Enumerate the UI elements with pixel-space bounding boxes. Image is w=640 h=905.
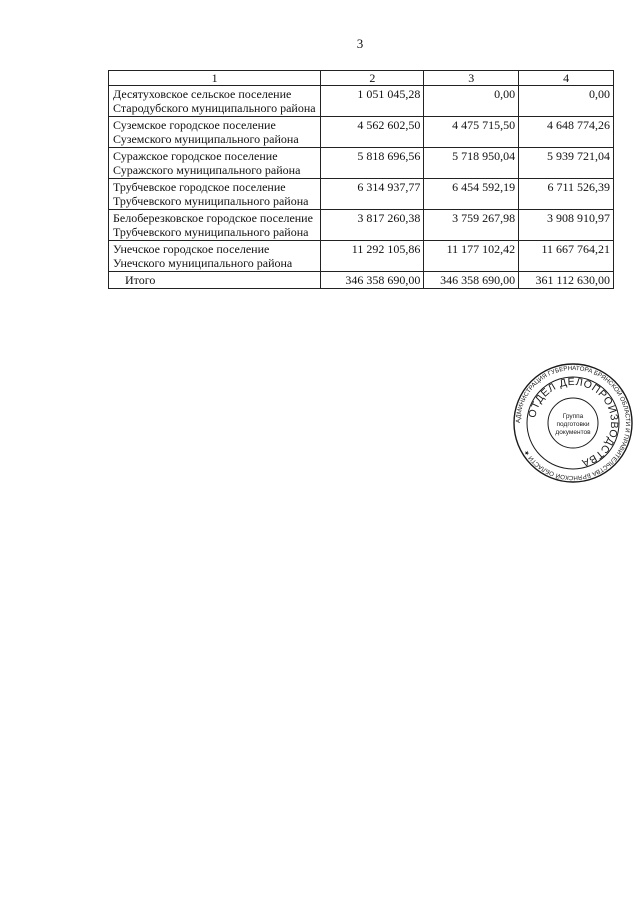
value-col-2: 6 314 937,77 <box>321 179 424 210</box>
table-header-row <box>109 71 614 86</box>
value-col-4: 11 667 764,21 <box>519 241 614 272</box>
table-row <box>109 179 614 210</box>
value-col-2: 3 817 260,38 <box>321 210 424 241</box>
value-col-3: 4 475 715,50 <box>424 117 519 148</box>
settlement-name: Суземское городское поселение Суземского муниципального района <box>109 117 321 148</box>
value-col-2: 4 562 602,50 <box>321 117 424 148</box>
value-col-4: 6 711 526,39 <box>519 179 614 210</box>
stamp-center-text-line1: Группа <box>562 413 584 420</box>
table-row <box>109 210 614 241</box>
stamp-outer-text: АДМИНИСТРАЦИЯ ГУБЕРНАТОРА БРЯНСКОЙ ОБЛАСТИ И ПРАВИТЕЛЬСТВА БРЯНСКОЙ ОБЛАСТИ ★ <box>514 364 632 482</box>
table-row <box>109 117 614 148</box>
settlement-name: Десятуховское сельское поселение Стародубского муниципального района <box>109 86 321 117</box>
value-col-2: 1 051 045,28 <box>321 86 424 117</box>
table-row <box>109 148 614 179</box>
value-col-4: 0,00 <box>519 86 614 117</box>
total-label: Итого <box>109 272 321 289</box>
value-col-3: 5 718 950,04 <box>424 148 519 179</box>
total-col-4: 361 112 630,00 <box>519 272 614 289</box>
value-col-3: 0,00 <box>424 86 519 117</box>
page-number: 3 <box>356 36 364 51</box>
stamp-center-text-line2: подготовки <box>556 421 590 428</box>
value-col-2: 11 292 105,86 <box>321 241 424 272</box>
value-col-4: 5 939 721,04 <box>519 148 614 179</box>
settlement-name: Трубчевское городское поселение Трубчевского муниципального района <box>109 179 321 210</box>
stamp-arc-text: ОТДЕЛ ДЕЛОПРОИЗВОДСТВА <box>526 375 621 469</box>
value-col-4: 3 908 910,97 <box>519 210 614 241</box>
settlement-name: Суражское городское поселение Суражского муниципального района <box>109 148 321 179</box>
value-col-2: 5 818 696,56 <box>321 148 424 179</box>
total-col-2: 346 358 690,00 <box>321 272 424 289</box>
value-col-4: 4 648 774,26 <box>519 117 614 148</box>
table-row <box>109 86 614 117</box>
value-col-3: 6 454 592,19 <box>424 179 519 210</box>
settlement-name: Белоберезковское городское поселение Трубчевского муниципального района <box>109 210 321 241</box>
column-header-4: 4 <box>519 71 614 86</box>
column-header-1: 1 <box>109 71 321 86</box>
value-col-3: 3 759 267,98 <box>424 210 519 241</box>
budget-table <box>108 70 614 289</box>
table-row <box>109 241 614 272</box>
value-col-3: 11 177 102,42 <box>424 241 519 272</box>
column-header-3: 3 <box>424 71 519 86</box>
settlement-name: Унечское городское поселение Унечского муниципального района <box>109 241 321 272</box>
office-stamp <box>513 363 633 483</box>
total-col-3: 346 358 690,00 <box>424 272 519 289</box>
total-row <box>109 272 614 289</box>
stamp-center-text-line3: документов <box>555 429 591 436</box>
column-header-2: 2 <box>321 71 424 86</box>
